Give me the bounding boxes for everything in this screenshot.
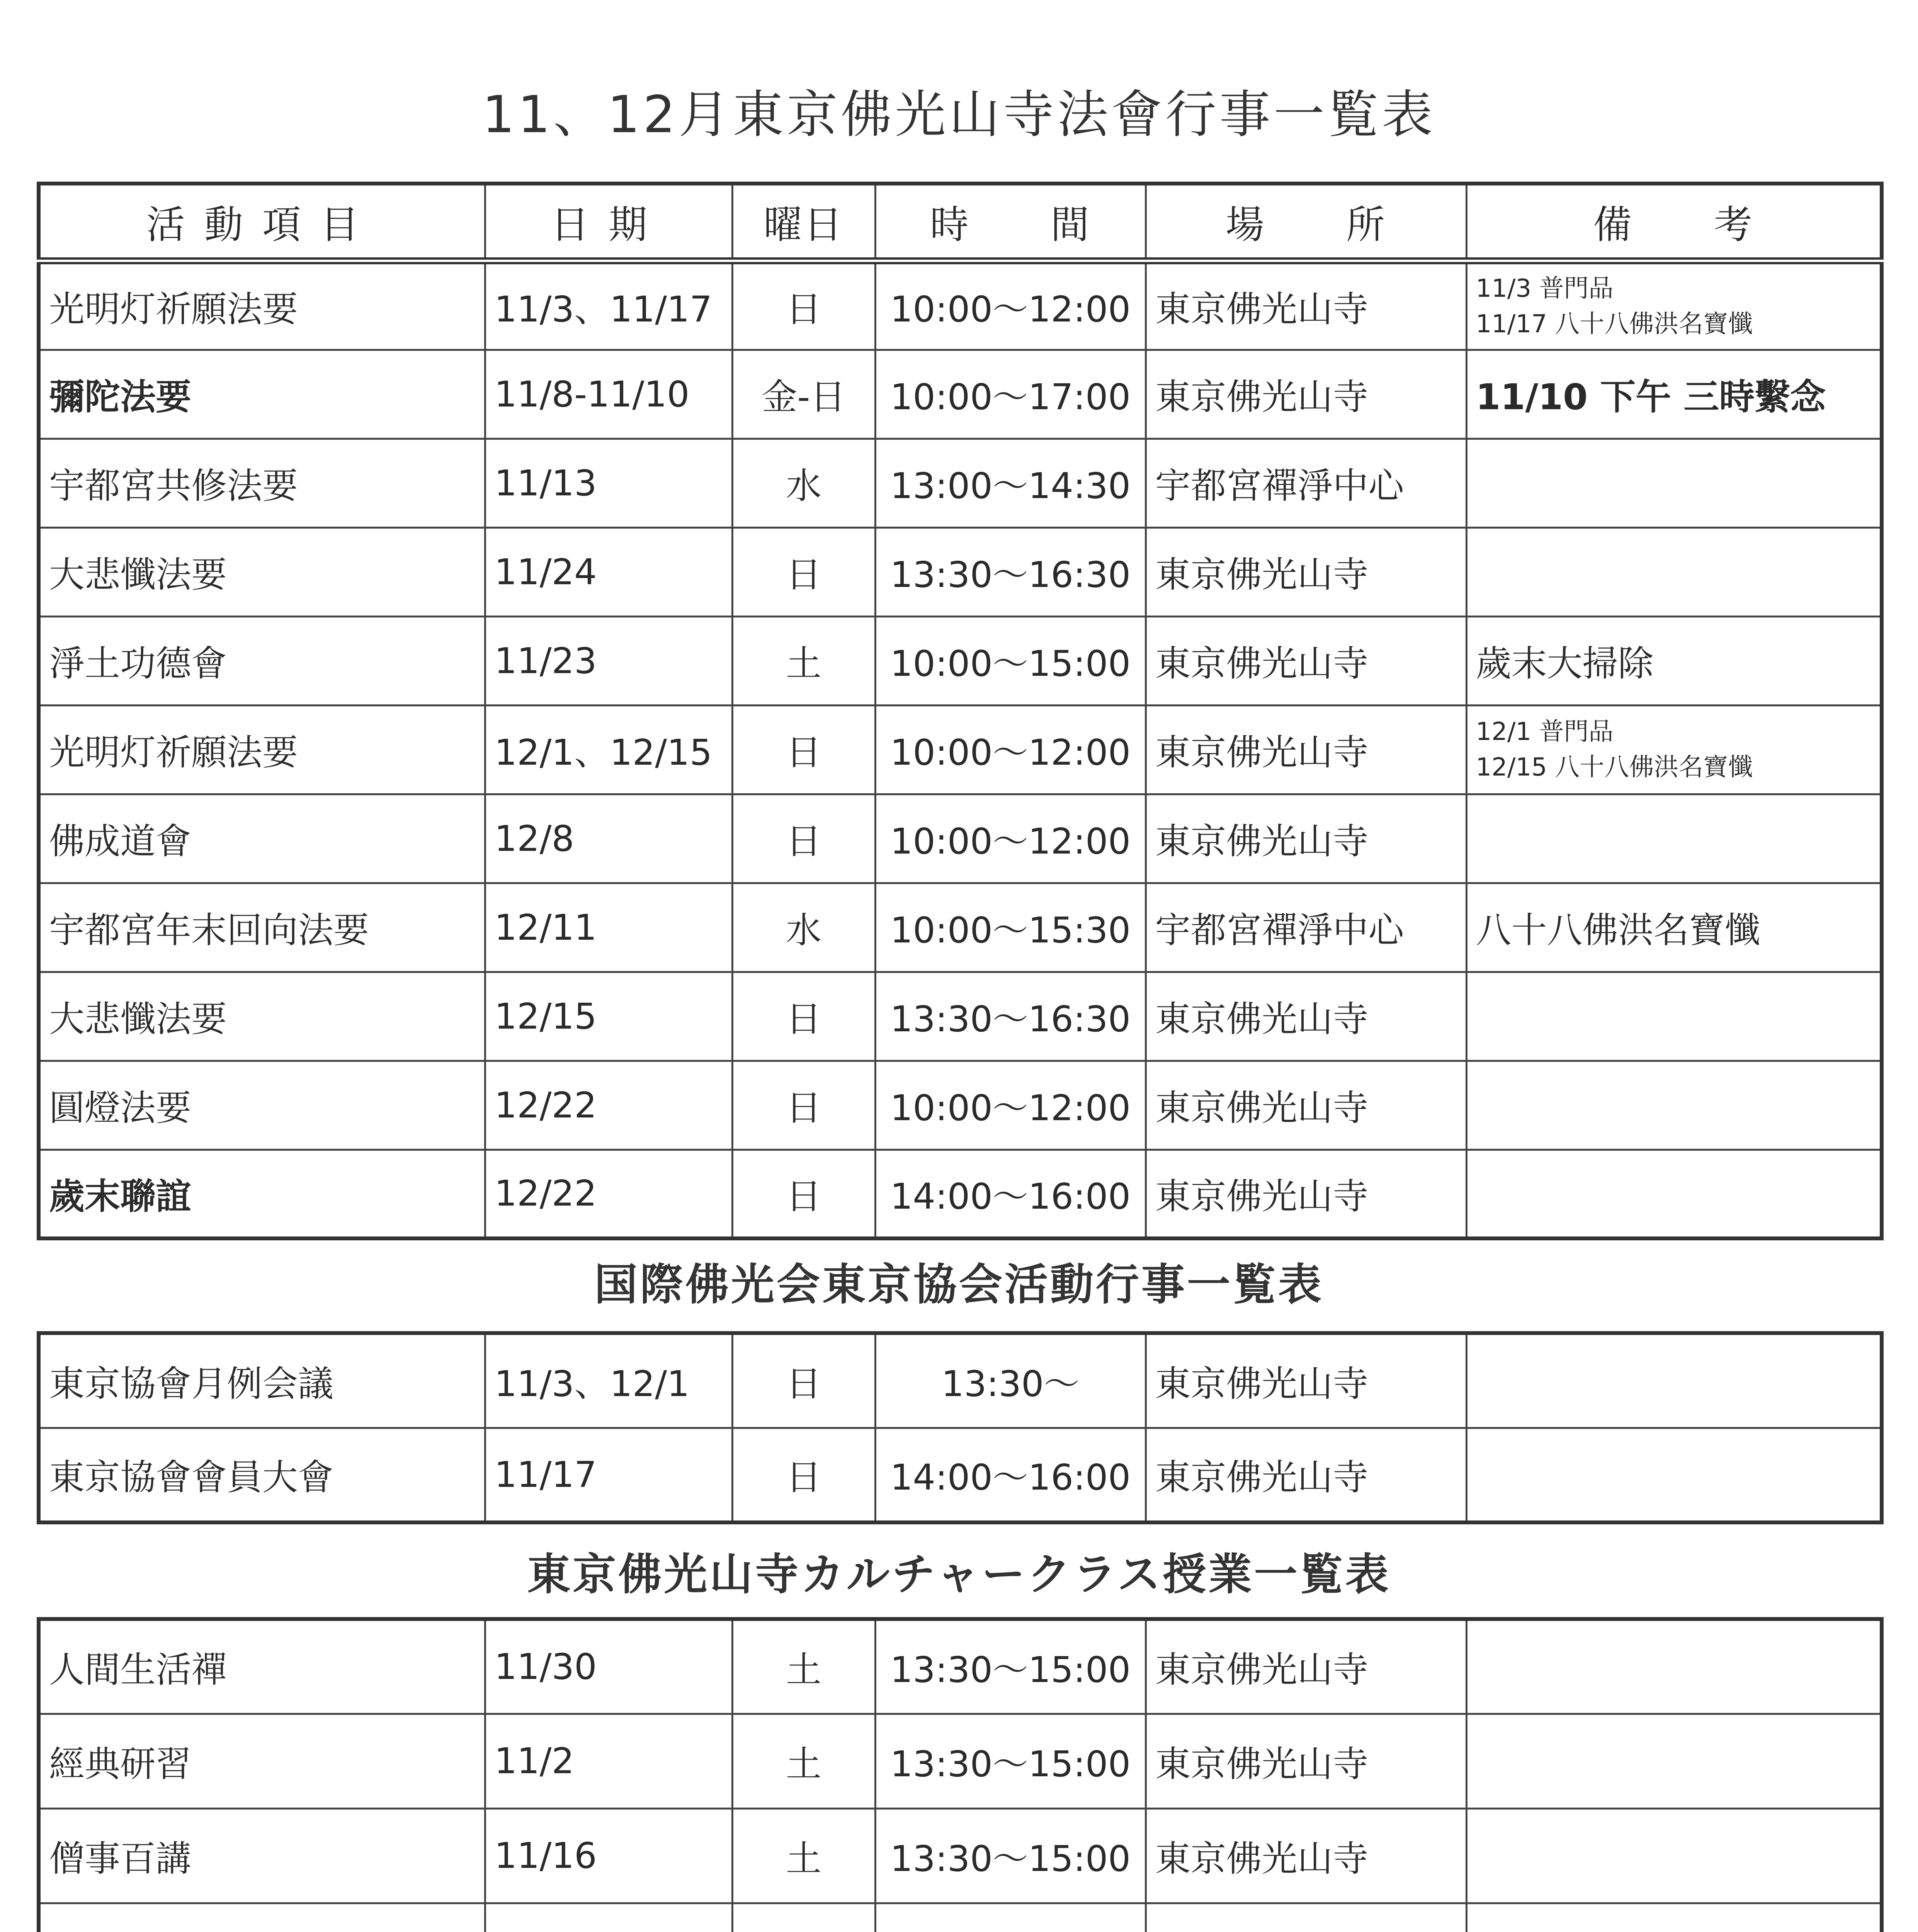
table-row (39, 350, 1882, 439)
cell-note (1466, 1619, 1882, 1714)
cell-activity: 圓燈法要 (39, 1061, 485, 1150)
cell-time: 13:30～15:00 (875, 1808, 1146, 1903)
cell-place: 東京佛光山寺 (1146, 1808, 1466, 1903)
cell-weekday: 土 (732, 1619, 875, 1714)
cell-weekday: 日 (732, 1150, 875, 1238)
table-row (39, 705, 1882, 794)
cell-note: 11/3 普門品 11/17 八十八佛洪名寶懺 (1466, 261, 1882, 350)
page-title: 11、12月東京佛光山寺法會行事一覧表 (482, 85, 1436, 145)
cell-date: 11/8-11/10 (485, 350, 732, 439)
cell-note (1466, 1428, 1882, 1522)
cell-date: 12/1、12/15 (485, 705, 732, 794)
cell-weekday: 日 (732, 527, 875, 616)
cell-time: 13:00～14:30 (875, 439, 1146, 527)
table-row (39, 972, 1882, 1061)
cell-note (1466, 1061, 1882, 1150)
cell-activity: 光明灯祈願法要 (39, 261, 485, 350)
cell-activity: 佛成道會 (39, 794, 485, 883)
cell-weekday: 日 (732, 705, 875, 794)
cell-place: 東京佛光山寺 (1146, 972, 1466, 1061)
table-row (39, 1619, 1882, 1714)
cell-place: 東京佛光山寺 (1146, 261, 1466, 350)
cell-time: 14:00～16:00 (875, 1428, 1146, 1522)
cell-time: 10:00～15:00 (875, 616, 1146, 705)
cell-place: 東京佛光山寺 (1146, 1428, 1466, 1522)
header-activity: 活動項目 (39, 184, 485, 261)
table-row (39, 1428, 1882, 1522)
cell-time: 10:00～12:00 (875, 1061, 1146, 1150)
cell-date: 11/30 (485, 1619, 732, 1714)
association-events-table (37, 1331, 1884, 1524)
header-weekday: 曜日 (732, 184, 875, 261)
cell-place (1146, 1903, 1466, 1932)
cell-place: 東京佛光山寺 (1146, 616, 1466, 705)
cell-weekday: 日 (732, 972, 875, 1061)
cell-place: 宇都宮禪淨中心 (1146, 439, 1466, 527)
cell-activity: 淨土功德會 (39, 616, 485, 705)
cell-time: 13:30～16:30 (875, 972, 1146, 1061)
table-row (39, 439, 1882, 527)
cell-weekday: 土 (732, 1714, 875, 1808)
table-row (39, 883, 1882, 972)
cell-date: 12/8 (485, 794, 732, 883)
cell-activity: 東京協會月例会議 (39, 1333, 485, 1428)
cell-date: 11/13 (485, 439, 732, 527)
cell-date: 11/16 (485, 1808, 732, 1903)
header-note: 備 考 (1466, 184, 1882, 261)
cell-note: 12/1 普門品 12/15 八十八佛洪名寶懺 (1466, 705, 1882, 794)
cell-activity: 彌陀法要 (39, 350, 485, 439)
cell-weekday: 日 (732, 261, 875, 350)
cell-place: 東京佛光山寺 (1146, 1150, 1466, 1238)
cell-activity: 宇都宮年末回向法要 (39, 883, 485, 972)
cell-date: 12/22 (485, 1061, 732, 1150)
cell-weekday: 土 (732, 616, 875, 705)
cell-time: 13:30～15:00 (875, 1619, 1146, 1714)
cell-activity: 東京協會會員大會 (39, 1428, 485, 1522)
table-row (39, 1061, 1882, 1150)
association-events-body (39, 1333, 1882, 1522)
table-row (39, 1714, 1882, 1808)
cell-time: 14:00～16:00 (875, 1150, 1146, 1238)
cell-place: 東京佛光山寺 (1146, 794, 1466, 883)
cell-note (1466, 794, 1882, 883)
culture-classes-body (39, 1619, 1882, 1932)
cell-weekday: 金-日 (732, 350, 875, 439)
cell-weekday: 日 (732, 1428, 875, 1522)
cell-date (485, 1903, 732, 1932)
cell-time: 10:00～12:00 (875, 794, 1146, 883)
cell-note (1466, 1808, 1882, 1903)
cell-note (1466, 439, 1882, 527)
cell-date: 12/15 (485, 972, 732, 1061)
cell-activity (39, 1903, 485, 1932)
cell-note: 11/10 下午 三時繫念 (1466, 350, 1882, 439)
cell-activity: 人間生活禪 (39, 1619, 485, 1714)
table-row (39, 1808, 1882, 1903)
cell-time: 13:30～ (875, 1333, 1146, 1428)
cell-time: 10:00～12:00 (875, 705, 1146, 794)
table-row (39, 1333, 1882, 1428)
cell-date: 11/23 (485, 616, 732, 705)
cell-note: 八十八佛洪名寶懺 (1466, 883, 1882, 972)
cell-place: 東京佛光山寺 (1146, 527, 1466, 616)
cell-place: 東京佛光山寺 (1146, 1061, 1466, 1150)
cell-weekday: 日 (732, 1333, 875, 1428)
association-section-title: 国際佛光会東京協会活動行事一覧表 (594, 1260, 1324, 1310)
header-date: 日期 (485, 184, 732, 261)
cell-time (875, 1903, 1146, 1932)
cell-weekday (732, 1903, 875, 1932)
header-time: 時 間 (875, 184, 1146, 261)
cell-weekday: 水 (732, 439, 875, 527)
cell-place: 東京佛光山寺 (1146, 1333, 1466, 1428)
cell-date: 11/3、12/1 (485, 1333, 732, 1428)
cell-date: 12/22 (485, 1150, 732, 1238)
cell-date: 12/11 (485, 883, 732, 972)
cell-place: 東京佛光山寺 (1146, 350, 1466, 439)
cell-time: 10:00～12:00 (875, 261, 1146, 350)
cell-note (1466, 1333, 1882, 1428)
cell-activity: 光明灯祈願法要 (39, 705, 485, 794)
cell-activity: 經典研習 (39, 1714, 485, 1808)
cell-note (1466, 1714, 1882, 1808)
cell-note: 歲末大掃除 (1466, 616, 1882, 705)
cell-place: 東京佛光山寺 (1146, 1714, 1466, 1808)
cell-activity: 僧事百講 (39, 1808, 485, 1903)
cell-date: 11/17 (485, 1428, 732, 1522)
table-row (39, 1150, 1882, 1238)
cell-place: 宇都宮禪淨中心 (1146, 883, 1466, 972)
cell-weekday: 水 (732, 883, 875, 972)
cell-activity: 宇都宮共修法要 (39, 439, 485, 527)
table-row (39, 1903, 1882, 1932)
cell-weekday: 日 (732, 794, 875, 883)
cell-activity: 大悲懺法要 (39, 527, 485, 616)
cell-weekday: 土 (732, 1808, 875, 1903)
table-row (39, 261, 1882, 350)
cell-time: 10:00～17:00 (875, 350, 1146, 439)
culture-section-title: 東京佛光山寺カルチャークラス授業一覧表 (527, 1549, 1391, 1600)
table-row (39, 794, 1882, 883)
cell-time: 13:30～15:00 (875, 1714, 1146, 1808)
culture-classes-table (37, 1617, 1884, 1932)
cell-date: 11/24 (485, 527, 732, 616)
cell-place: 東京佛光山寺 (1146, 705, 1466, 794)
cell-place: 東京佛光山寺 (1146, 1619, 1466, 1714)
cell-time: 10:00～15:30 (875, 883, 1146, 972)
table-header-row (39, 184, 1882, 261)
dharma-events-body (39, 261, 1882, 1238)
cell-activity: 歲末聯誼 (39, 1150, 485, 1238)
cell-note (1466, 1150, 1882, 1238)
table-row (39, 527, 1882, 616)
cell-date: 11/3、11/17 (485, 261, 732, 350)
cell-date: 11/2 (485, 1714, 732, 1808)
cell-weekday: 日 (732, 1061, 875, 1150)
cell-time: 13:30～16:30 (875, 527, 1146, 616)
dharma-events-table (37, 182, 1884, 1240)
header-place: 場 所 (1146, 184, 1466, 261)
table-row (39, 616, 1882, 705)
cell-note (1466, 527, 1882, 616)
cell-activity: 大悲懺法要 (39, 972, 485, 1061)
cell-note (1466, 1903, 1882, 1932)
cell-note (1466, 972, 1882, 1061)
